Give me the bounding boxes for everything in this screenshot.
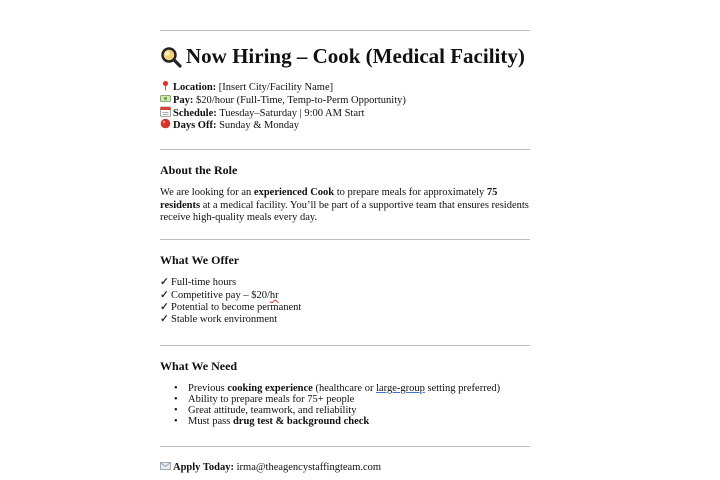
bullet-icon: • xyxy=(174,405,178,416)
divider xyxy=(160,149,530,150)
title-text: Now Hiring – Cook (Medical Facility) xyxy=(186,44,525,68)
daysoff-label: Days Off: xyxy=(173,120,217,131)
pay-value: $20/hour (Full-Time, Temp-to-Perm Opportunity) xyxy=(196,95,406,106)
daysoff-line xyxy=(160,118,299,132)
need-text: setting preferred) xyxy=(424,383,501,394)
offer-item xyxy=(160,290,279,302)
need-text: Previous xyxy=(188,383,228,394)
apply-email[interactable]: irma@theagencystaffingteam.com xyxy=(236,462,382,473)
need-bold: drug test & background check xyxy=(232,416,370,427)
apply-line xyxy=(160,460,381,474)
offer-item xyxy=(160,277,236,289)
location-line xyxy=(160,80,333,94)
offer-item-text: Potential to become permanent xyxy=(171,302,302,313)
about-bold-2: 75 residents xyxy=(160,187,498,211)
offer-item-text: Full-time hours xyxy=(171,277,237,288)
need-text: Ability to prepare meals for 75+ people xyxy=(188,394,355,405)
money-icon xyxy=(160,93,171,104)
offer-item-text: Competitive pay – $20/ xyxy=(171,290,270,301)
need-text: Must pass xyxy=(188,416,233,427)
divider xyxy=(160,239,530,240)
about-heading: About the Role xyxy=(160,163,238,177)
magnifier-icon xyxy=(160,46,182,68)
about-text-2: to prepare meals for approximately xyxy=(334,187,487,198)
schedule-value: Tuesday–Saturday | 9:00 AM Start xyxy=(219,108,365,119)
location-value: [Insert City/Facility Name] xyxy=(218,82,334,93)
bullet-icon: • xyxy=(174,416,178,427)
apply-label: Apply Today: xyxy=(173,462,234,473)
bullet-icon: • xyxy=(174,394,178,405)
schedule-label: Schedule: xyxy=(173,108,217,119)
grammar-word: large-group xyxy=(376,383,425,394)
need-text: (healthcare or xyxy=(312,383,377,394)
checkmark-icon: ✓ xyxy=(160,314,169,325)
need-text: Great attitude, teamwork, and reliability xyxy=(188,405,357,416)
need-item xyxy=(174,416,369,428)
pay-label: Pay: xyxy=(173,95,194,106)
location-label: Location: xyxy=(173,82,217,93)
about-paragraph xyxy=(160,187,530,225)
checkmark-icon: ✓ xyxy=(160,277,169,288)
daysoff-value: Sunday & Monday xyxy=(219,120,299,131)
divider xyxy=(160,345,530,346)
spellcheck-word: hr xyxy=(269,290,279,301)
need-bold: cooking experience xyxy=(227,383,313,394)
checkmark-icon: ✓ xyxy=(160,290,169,301)
bullet-icon: • xyxy=(174,383,178,394)
offer-heading: What We Offer xyxy=(160,253,240,267)
about-text-1: We are looking for an xyxy=(160,187,254,198)
red-circle-icon xyxy=(160,118,171,129)
pay-line xyxy=(160,93,406,107)
envelope-icon xyxy=(160,460,171,471)
offer-item-text: Stable work environment xyxy=(171,314,278,325)
offer-item xyxy=(160,314,277,326)
calendar-icon xyxy=(160,106,171,117)
about-text-3: at a medical facility. You’ll be part of a supportive team that ensures residents receive high-quality meals every day. xyxy=(160,199,529,223)
offer-item xyxy=(160,302,301,314)
divider xyxy=(160,30,530,31)
need-heading: What We Need xyxy=(160,359,238,373)
about-bold-1: experienced Cook xyxy=(253,187,335,198)
pin-icon xyxy=(160,80,171,91)
checkmark-icon: ✓ xyxy=(160,302,169,313)
page-title xyxy=(160,44,525,69)
divider xyxy=(160,446,530,447)
